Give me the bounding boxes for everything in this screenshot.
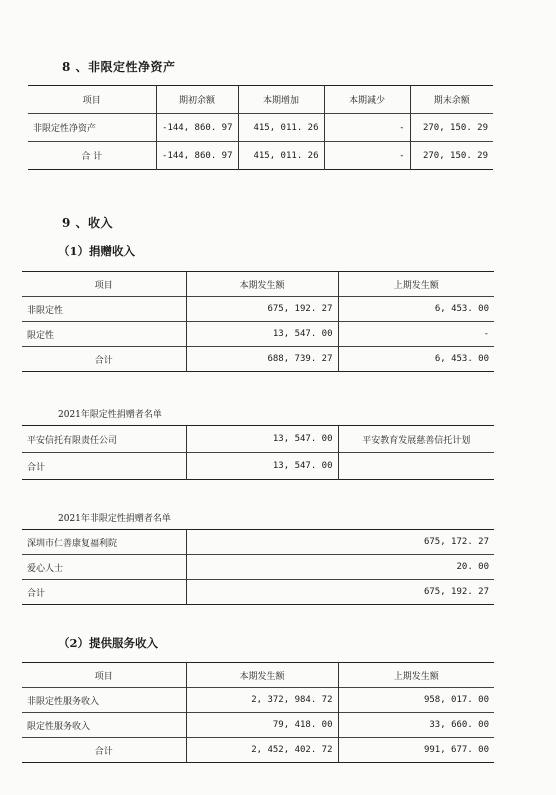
row-label: 限定性 (22, 322, 186, 347)
row-label: 合计 (22, 738, 186, 763)
cell-value: 688, 739. 27 (186, 347, 338, 372)
table-row (28, 114, 493, 142)
cell-value: 79, 418. 00 (186, 713, 338, 738)
table-row (22, 555, 494, 580)
cell-value: 2, 372, 984. 72 (186, 688, 338, 713)
cell-value: 415, 011. 26 (238, 114, 324, 142)
row-label: 合计 (22, 453, 186, 480)
cell-value: - (338, 322, 494, 347)
cell-value: -144, 860. 97 (156, 114, 238, 142)
cell-value: - (324, 142, 410, 170)
cell-value: 958, 017. 00 (338, 688, 494, 713)
row-label: 非限定性服务收入 (22, 688, 186, 713)
cell-value: 415, 011. 26 (238, 142, 324, 170)
header-cell: 期末余额 (433, 96, 470, 106)
row-label: 合 计 (28, 142, 156, 170)
cell-value: 6, 453. 00 (338, 347, 494, 372)
service-income-title: （2）提供服务收入 (58, 636, 159, 650)
table-row (22, 322, 494, 347)
table-header-row (22, 272, 494, 297)
table-row (22, 580, 494, 605)
non-restricted-donors-table (22, 529, 494, 605)
header-cell: 项目 (28, 86, 156, 114)
row-label: 深圳市仁善康复福利院 (22, 530, 186, 555)
cell-value: 13, 547. 00 (186, 453, 338, 480)
header-cell: 本期发生额 (186, 272, 338, 297)
non-restricted-donors-caption: 2021年非限定性捐赠者名单 (58, 514, 171, 524)
restricted-donors-table (22, 425, 494, 480)
donation-income-table (22, 271, 494, 372)
cell-value: 20. 00 (186, 555, 494, 580)
cell-value: 6, 453. 00 (338, 297, 494, 322)
row-label: 爱心人士 (22, 555, 186, 580)
cell-value: 675, 192. 27 (186, 297, 338, 322)
table-row (22, 347, 494, 372)
section-8-title: 8 、非限定性净资产 (62, 60, 176, 74)
cell-value: - (324, 114, 410, 142)
row-label: 平安信托有限责任公司 (22, 426, 186, 453)
cell-value: 平安教育发展慈善信托计划 (362, 435, 471, 446)
header-cell: 上期发生额 (393, 280, 439, 291)
row-label: 合计 (22, 347, 186, 372)
table-row (22, 453, 494, 480)
header-cell: 本期发生额 (186, 663, 338, 688)
cell-value: 270, 150. 29 (410, 142, 493, 170)
row-label: 非限定性 (22, 297, 186, 322)
cell-value: 270, 150. 29 (410, 114, 493, 142)
cell-value: 33, 660. 00 (338, 713, 494, 738)
row-label: 非限定性净资产 (28, 114, 156, 142)
non-restricted-net-assets-table (28, 85, 493, 170)
header-cell: 项目 (22, 663, 186, 688)
cell-value (338, 453, 494, 480)
row-label: 合计 (22, 580, 186, 605)
header-cell: 期初余额 (156, 86, 238, 114)
table-row (22, 530, 494, 555)
cell-value: 2, 452, 402. 72 (186, 738, 338, 763)
header-cell: 项目 (22, 272, 186, 297)
table-row (22, 688, 494, 713)
cell-value: 991, 677. 00 (338, 738, 494, 763)
row-label: 限定性服务收入 (22, 713, 186, 738)
section-9-title: 9 、收入 (62, 216, 114, 230)
service-income-table (22, 662, 494, 763)
table-row (28, 142, 493, 170)
cell-value: 675, 192. 27 (186, 580, 494, 605)
table-row (22, 426, 494, 453)
header-cell: 上期发生额 (393, 671, 439, 682)
donation-income-title: （1）捐赠收入 (58, 244, 136, 258)
header-cell: 本期减少 (324, 86, 410, 114)
restricted-donors-caption: 2021年限定性捐赠者名单 (58, 410, 162, 420)
cell-value: 13, 547. 00 (186, 426, 338, 453)
table-row (22, 297, 494, 322)
table-header-row (28, 86, 493, 114)
table-row (22, 738, 494, 763)
table-header-row (22, 663, 494, 688)
cell-value: 13, 547. 00 (186, 322, 338, 347)
cell-value: -144, 860. 97 (156, 142, 238, 170)
table-row (22, 713, 494, 738)
cell-value: 675, 172. 27 (423, 537, 489, 547)
header-cell: 本期增加 (238, 86, 324, 114)
